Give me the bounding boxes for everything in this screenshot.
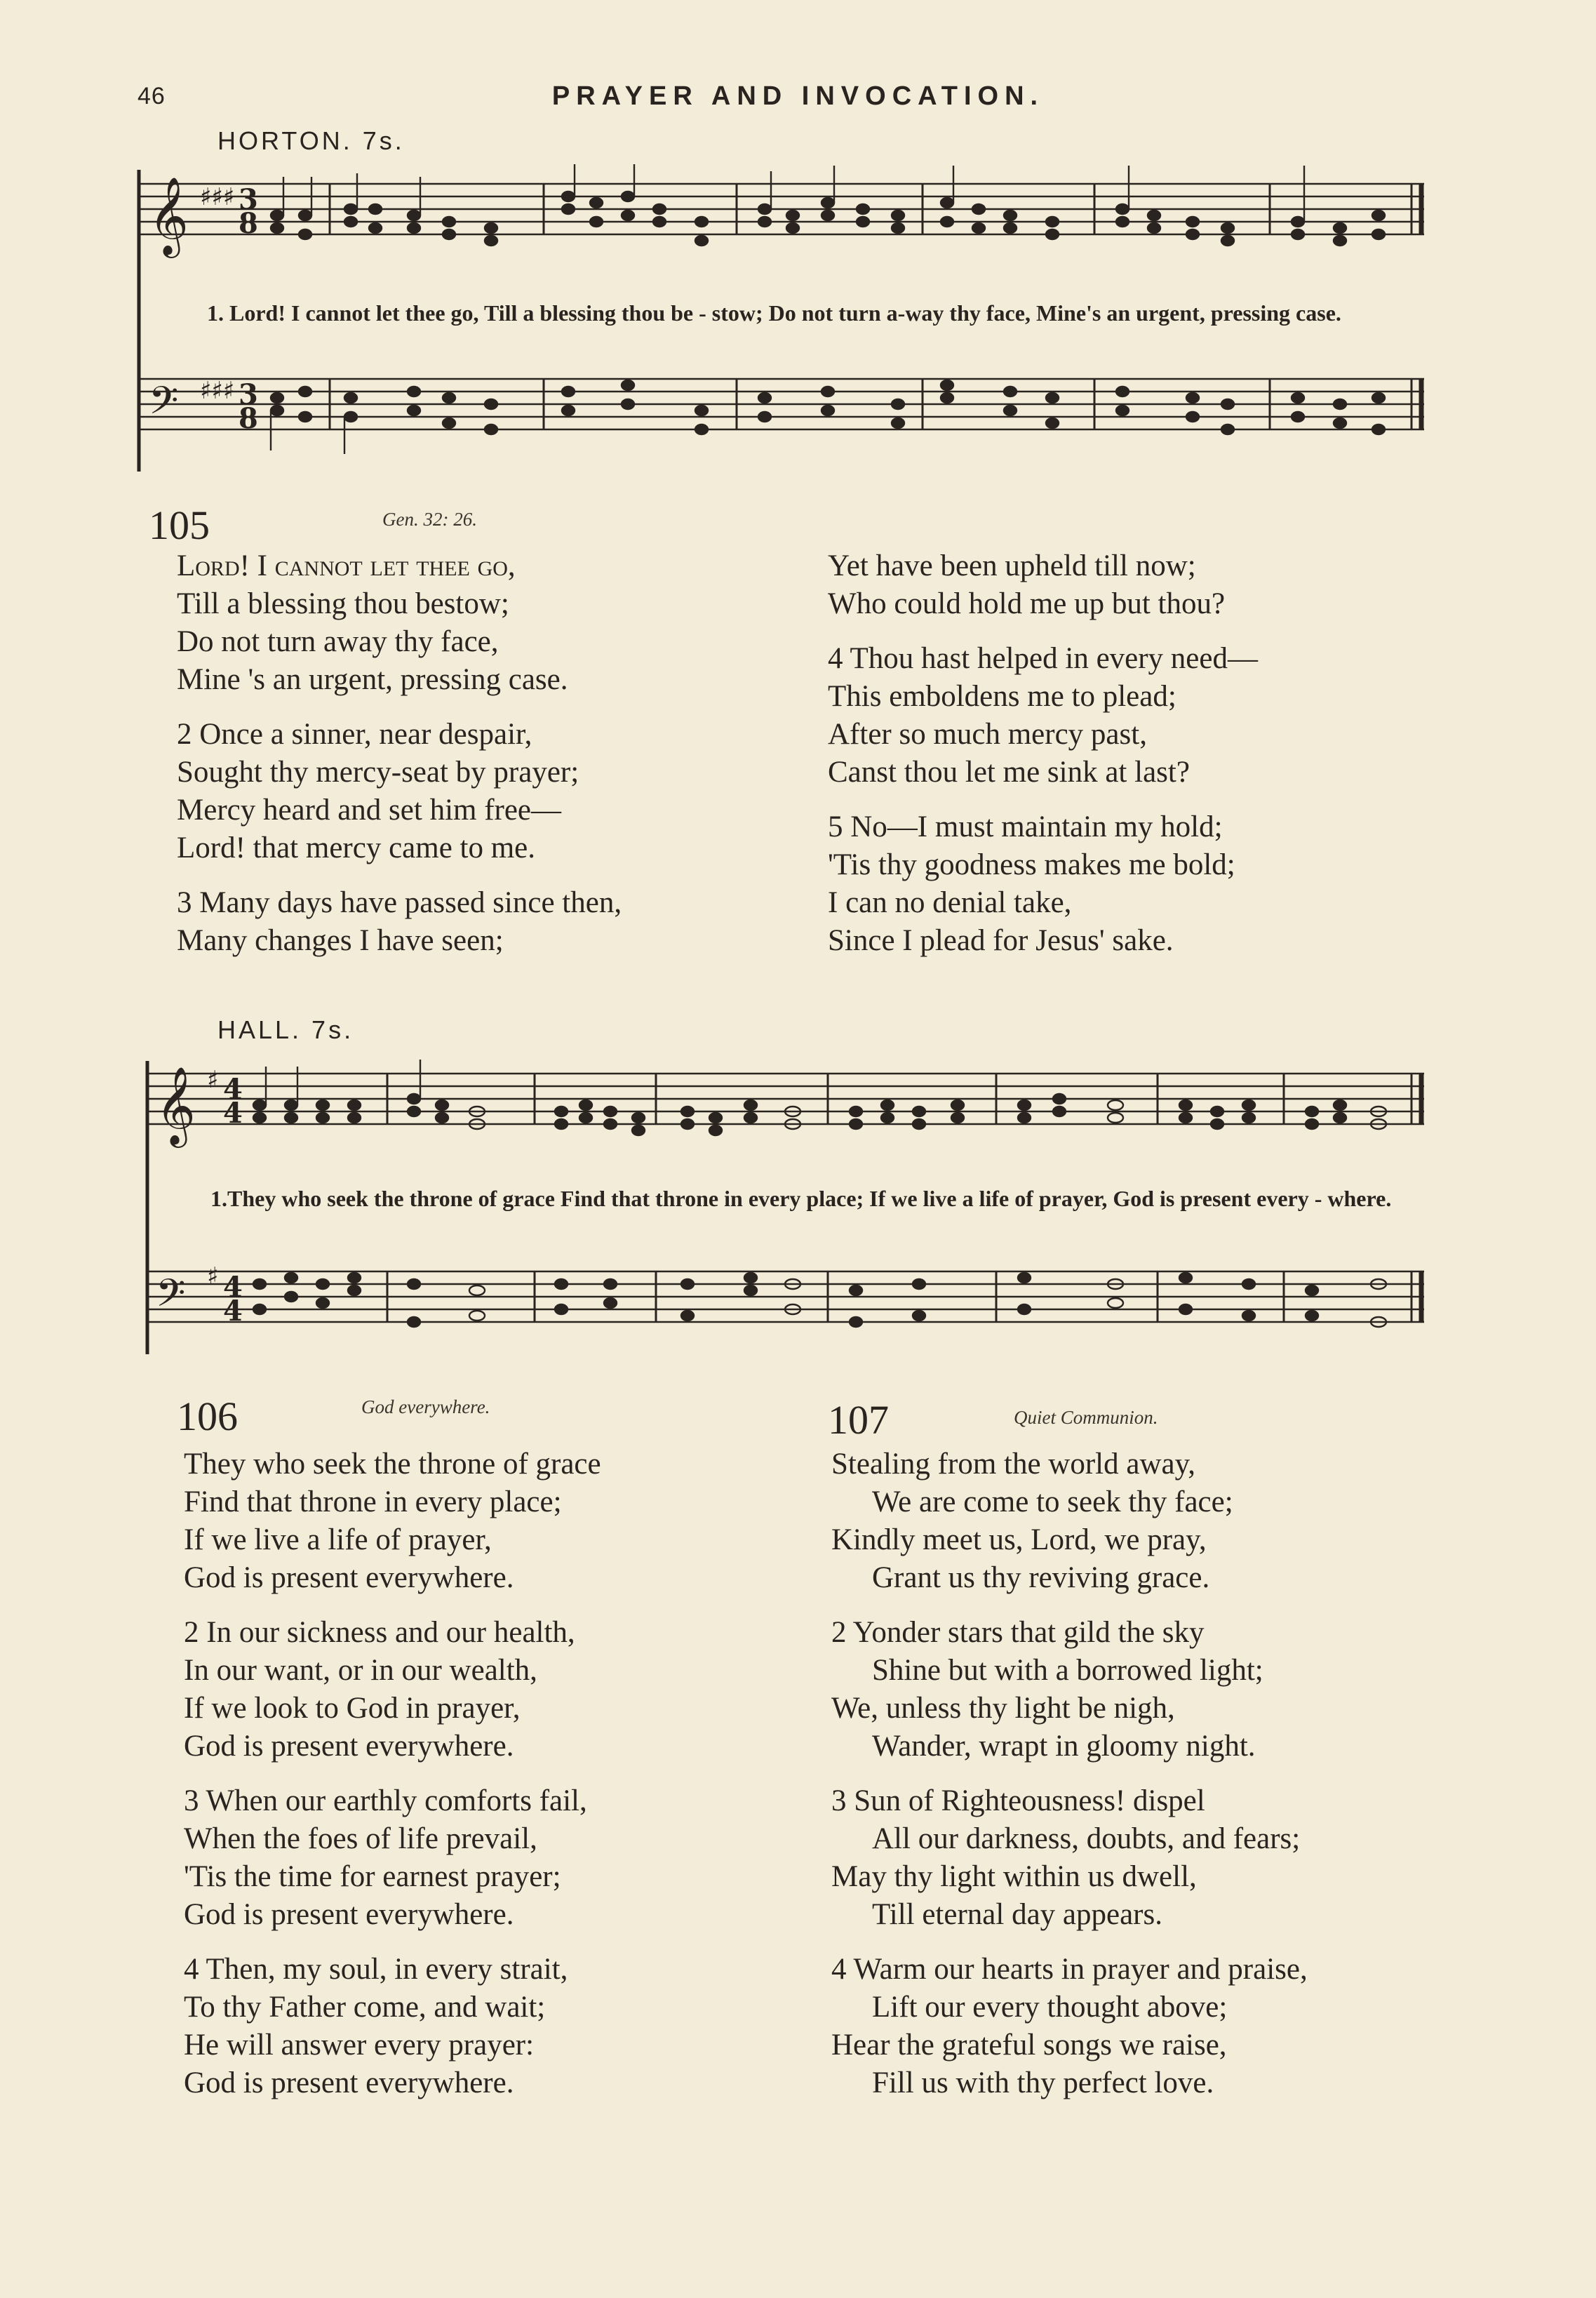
hymn-number: 105: [149, 502, 210, 548]
verse-line: Canst thou let me sink at last?: [828, 756, 1190, 789]
tune-name-hall: HALL. 7s.: [217, 1015, 354, 1044]
bass-clef: 𝄢: [149, 378, 179, 432]
verse-line: 5 No—I must maintain my hold;: [828, 810, 1223, 843]
treble-clef: 𝄞: [149, 176, 189, 255]
svg-text:4: 4: [223, 1073, 243, 1106]
verse-line: God is present everywhere.: [184, 1730, 514, 1763]
treble-notes: [271, 164, 1385, 246]
hymn-subtitle: Quiet Communion.: [1014, 1407, 1158, 1428]
verse-line: This emboldens me to plead;: [828, 680, 1176, 713]
svg-text:4: 4: [223, 1295, 243, 1328]
tune-name-horton: HORTON. 7s.: [217, 126, 405, 155]
hymn-105-column-1: [177, 547, 622, 960]
verse-line: Find that throne in every place;: [184, 1485, 562, 1518]
verse-line: If we live a life of prayer,: [184, 1523, 492, 1556]
verse-line: Many changes I have seen;: [177, 924, 504, 957]
svg-text:8: 8: [239, 207, 258, 240]
hymn-107-text: [831, 1445, 1308, 2102]
verse-line: Hear the grateful songs we raise,: [831, 2029, 1227, 2062]
verse-line: May thy light within us dwell,: [831, 1860, 1197, 1893]
verse-line: Till eternal day appears.: [872, 1898, 1162, 1931]
svg-text:♯: ♯: [207, 1262, 219, 1290]
verse-line: 2 Once a sinner, near despair,: [177, 718, 532, 751]
verse-line: Since I plead for Jesus' sake.: [828, 924, 1174, 957]
verse-line: Do not turn away thy face,: [177, 625, 499, 658]
verse-line: Lord! I cannot let thee go,: [177, 549, 516, 582]
verse-line: 3 Many days have passed since then,: [177, 886, 622, 919]
hymn-number: 106: [177, 1394, 238, 1439]
svg-text:♯♯♯: ♯♯♯: [200, 377, 235, 405]
verse-line: Fill us with thy perfect love.: [872, 2066, 1214, 2099]
verse-line: Kindly meet us, Lord, we pray,: [831, 1523, 1207, 1556]
verse-line: I can no denial take,: [828, 886, 1072, 919]
verse-line: We, unless thy light be nigh,: [831, 1692, 1175, 1725]
verse-line: Wander, wrapt in gloomy night.: [872, 1730, 1256, 1763]
svg-text:3: 3: [239, 183, 258, 216]
verse-line: 3 Sun of Righteousness! dispel: [831, 1784, 1205, 1817]
verse-line: Mercy heard and set him free—: [177, 794, 562, 827]
svg-text:8: 8: [239, 402, 258, 435]
underlay-horton: 1. Lord! I cannot let thee go, Till a blessing thou be - stow; Do not turn a-way thy face, Mine's an urgent, pressing case.: [207, 300, 1341, 326]
verse-line: 4 Thou hast helped in every need—: [828, 642, 1258, 675]
verse-line: In our want, or in our wealth,: [184, 1654, 537, 1687]
verse-line: Yet have been upheld till now;: [828, 549, 1196, 582]
underlay-hall: 1.They who seek the throne of grace Find that throne in every place; If we live a life of prayer, God is present every - where.: [210, 1186, 1392, 1211]
verse-line: God is present everywhere.: [184, 2066, 514, 2099]
verse-line: If we look to God in prayer,: [184, 1692, 521, 1725]
svg-text:4: 4: [223, 1097, 243, 1130]
verse-line: 2 Yonder stars that gild the sky: [831, 1616, 1205, 1649]
verse-line: We are come to seek thy face;: [872, 1485, 1233, 1518]
verse-line: Stealing from the world away,: [831, 1448, 1196, 1481]
verse-line: They who seek the throne of grace: [184, 1448, 601, 1481]
hymn-105-column-2: [828, 547, 1258, 960]
verse-line: All our darkness, doubts, and fears;: [872, 1822, 1301, 1855]
verse-line: He will answer every prayer:: [184, 2029, 535, 2062]
verse-line: Mine 's an urgent, pressing case.: [177, 663, 568, 696]
verse-line: Sought thy mercy-seat by prayer;: [177, 756, 579, 789]
verse-line: God is present everywhere.: [184, 1898, 514, 1931]
svg-text:4: 4: [223, 1271, 243, 1304]
verse-line: When the foes of life prevail,: [184, 1822, 537, 1855]
verse-line: To thy Father come, and wait;: [184, 1991, 546, 2024]
svg-text:♯: ♯: [207, 1066, 219, 1094]
verse-line: Lift our every thought above;: [872, 1991, 1228, 2024]
score-horton: [133, 156, 1431, 486]
svg-text:𝄞: 𝄞: [156, 1066, 196, 1144]
svg-text:3: 3: [239, 378, 258, 411]
verse-line: 'Tis the time for earnest prayer;: [184, 1860, 561, 1893]
hymn-subtitle: God everywhere.: [361, 1396, 490, 1417]
scripture-reference: Gen. 32: 26.: [382, 509, 477, 530]
verse-line: Lord! that mercy came to me.: [177, 831, 536, 864]
verse-line: Till a blessing thou bestow;: [177, 587, 509, 620]
verse-line: Shine but with a borrowed light;: [872, 1654, 1263, 1687]
hymn-106-text: [184, 1445, 601, 2102]
score-hall: [133, 1046, 1431, 1368]
verse-line: 4 Then, my soul, in every strait,: [184, 1953, 568, 1986]
verse-line: Grant us thy reviving grace.: [872, 1561, 1210, 1594]
page-number: 46: [138, 83, 166, 109]
verse-line: 3 When our earthly comforts fail,: [184, 1784, 587, 1817]
hymn-number: 107: [828, 1397, 889, 1443]
verse-line: God is present everywhere.: [184, 1561, 514, 1594]
verse-line: 4 Warm our hearts in prayer and praise,: [831, 1953, 1308, 1986]
verse-line: After so much mercy past,: [828, 718, 1147, 751]
svg-text:𝄢: 𝄢: [156, 1271, 186, 1325]
verse-line: 'Tis thy goodness makes me bold;: [828, 848, 1235, 881]
svg-text:♯♯♯: ♯♯♯: [200, 183, 235, 211]
verse-line: 2 In our sickness and our health,: [184, 1616, 575, 1649]
running-head: PRAYER AND INVOCATION.: [551, 81, 1045, 111]
verse-line: Who could hold me up but thou?: [828, 587, 1226, 620]
